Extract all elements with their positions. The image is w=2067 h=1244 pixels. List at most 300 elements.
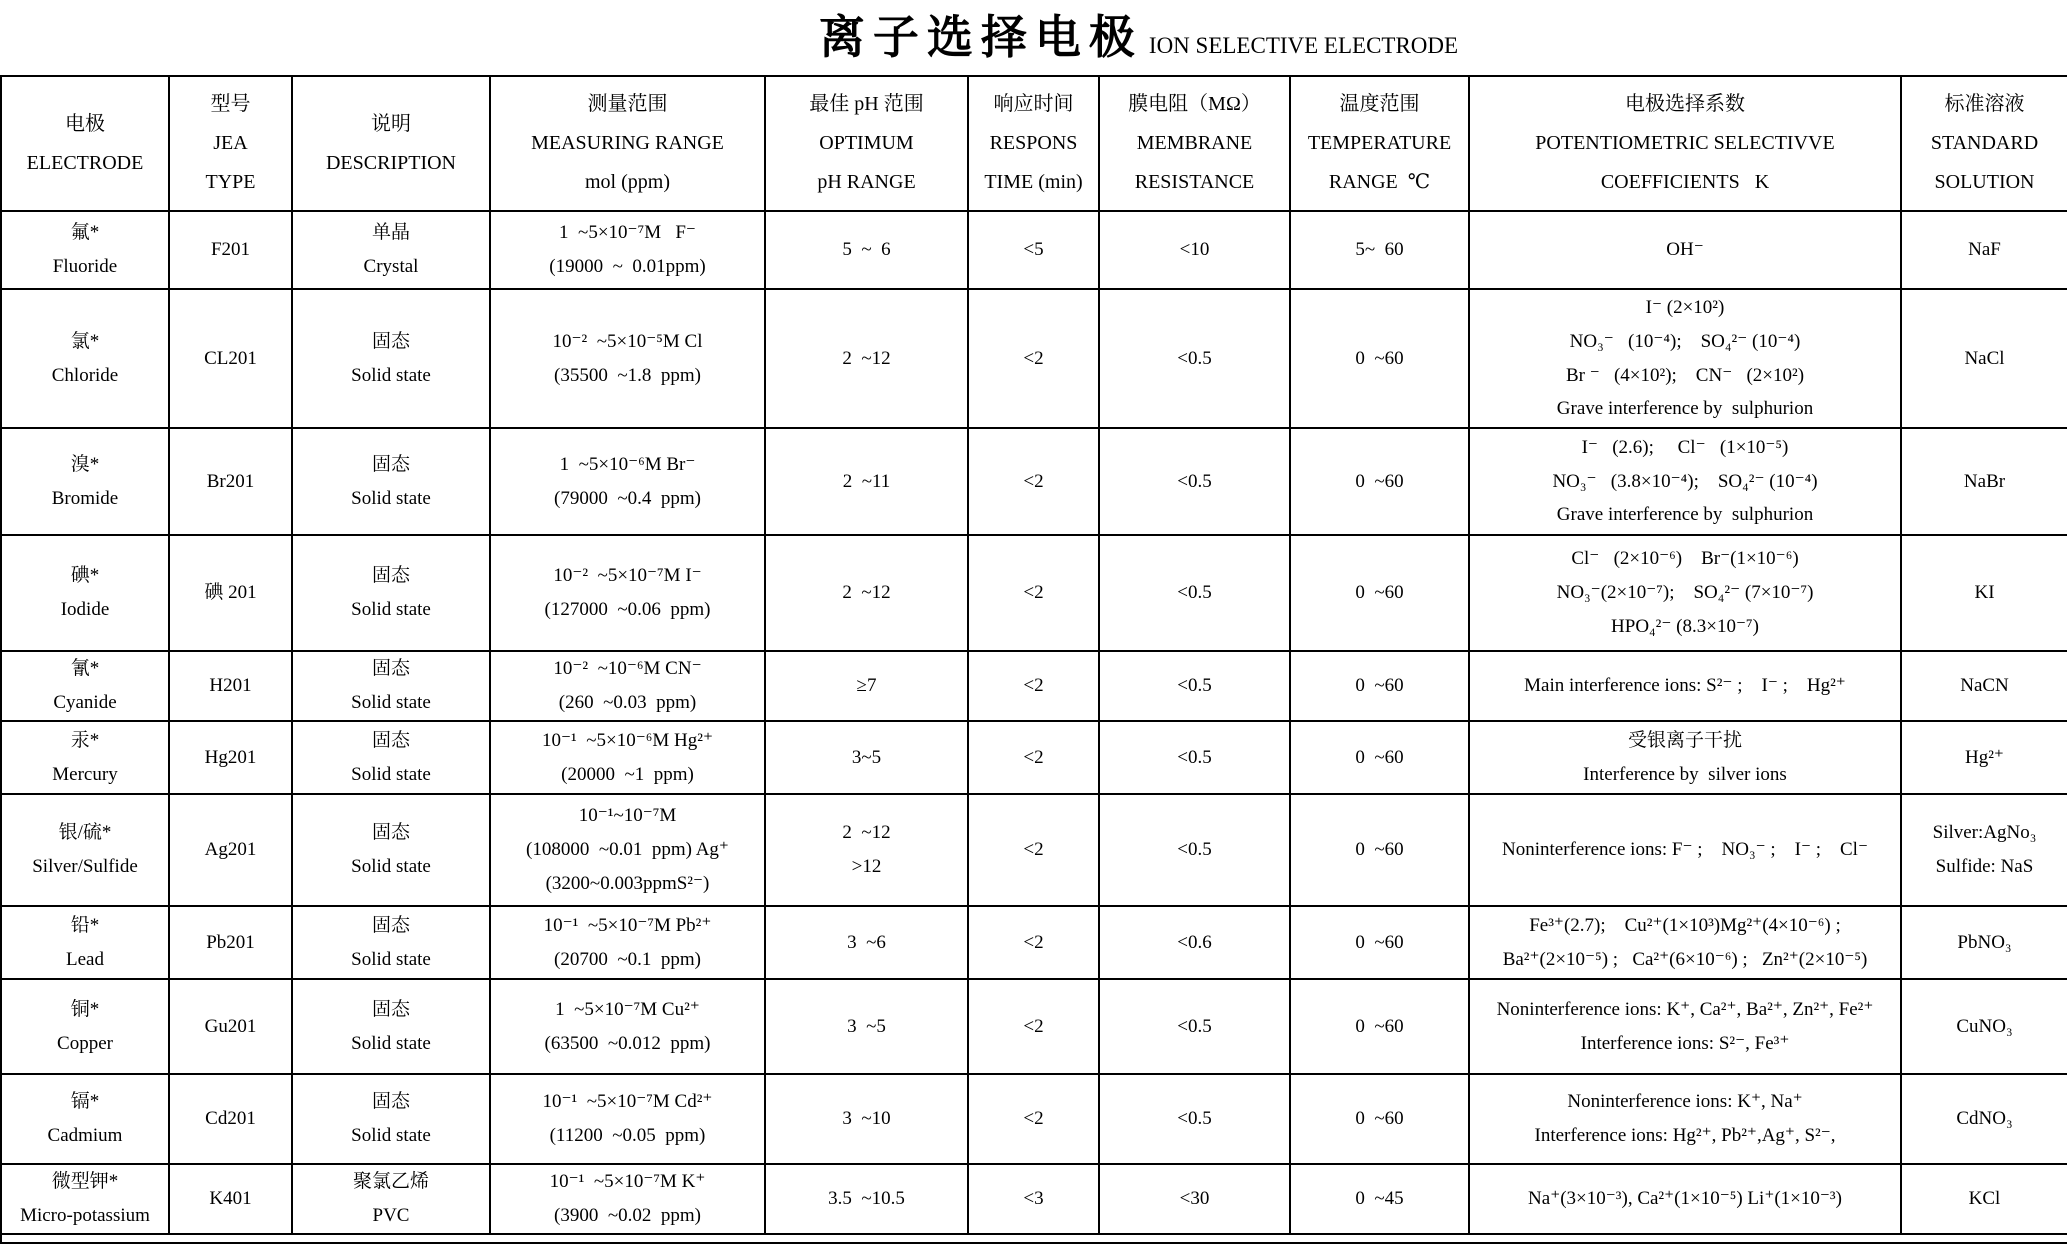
response-time-cell (968, 428, 1099, 535)
temperature-range-cell (1290, 906, 1469, 979)
selectivity-line: Main interference ions: S²⁻ ; I⁻ ; Hg²⁺ (1524, 675, 1846, 697)
table-row (1, 289, 2067, 428)
page-title-chinese: 离子选择电极 (818, 12, 1143, 63)
electrode-line: 银/硫* (58, 822, 112, 844)
header-response-time-line: RESPONS (989, 132, 1078, 154)
selectivity-cell (1469, 1164, 1901, 1234)
description-line: 固态 (371, 330, 410, 352)
measuring-range-line: 10⁻¹ ~5×10⁻⁷M K⁺ (549, 1171, 706, 1192)
description-line: 聚氯乙烯 (352, 1171, 429, 1192)
electrode-line: 溴* (70, 453, 100, 475)
selectivity-cell (1469, 289, 1901, 428)
description-cell (292, 289, 490, 428)
electrode-cell (1, 289, 169, 428)
type-cell (169, 651, 292, 721)
selectivity-cell (1469, 211, 1901, 289)
ph-range-line: 5 ~ 6 (842, 239, 891, 261)
response-time-cell (968, 289, 1099, 428)
standard-solution-cell (1901, 906, 2067, 979)
response-time-line: <2 (1023, 470, 1044, 492)
type-cell (169, 721, 292, 794)
table-row (1, 428, 2067, 535)
temperature-range-cell (1290, 979, 1469, 1074)
type-line: Cd201 (205, 1108, 256, 1130)
membrane-resistance-cell (1099, 289, 1290, 428)
electrode-line: Bromide (51, 487, 119, 509)
standard-solution-cell (1901, 289, 2067, 428)
type-cell (169, 535, 292, 651)
measuring-range-line: (79000 ~0.4 ppm) (554, 487, 701, 509)
description-cell (292, 535, 490, 651)
ph-range-line: ≥7 (856, 675, 877, 697)
temperature-range-line: 0 ~45 (1355, 1187, 1404, 1209)
description-line: 固态 (371, 729, 410, 751)
ph-range-line: 3 ~6 (847, 931, 886, 953)
ph-range-cell (765, 979, 968, 1074)
selectivity-line: Interference by silver ions (1583, 763, 1787, 785)
table-row (1, 1164, 2067, 1234)
header-description-line: DESCRIPTION (325, 151, 456, 174)
temperature-range-line: 0 ~60 (1355, 746, 1404, 768)
header-membrane-resistance-line: 膜电阻（MΩ） (1128, 93, 1261, 115)
electrode-cell (1, 211, 169, 289)
standard-solution-line: NaCl (1964, 347, 2005, 369)
measuring-range-line: (260 ~0.03 ppm) (558, 692, 697, 713)
ph-range-line: 2 ~12 (842, 347, 891, 369)
description-line: 固态 (371, 658, 410, 680)
selectivity-line: Grave interference by sulphurion (1556, 398, 1814, 420)
electrode-cell (1, 1074, 169, 1164)
table-row (1, 211, 2067, 289)
temperature-range-cell (1290, 428, 1469, 535)
temperature-range-cell (1290, 1074, 1469, 1164)
membrane-resistance-cell (1099, 651, 1290, 721)
description-line: Solid state (351, 948, 431, 970)
temperature-range-line: 5~ 60 (1355, 239, 1404, 261)
description-cell (292, 1164, 490, 1234)
electrode-spec-table (0, 75, 2067, 1244)
response-time-line: <2 (1023, 582, 1044, 604)
description-line: 固态 (371, 453, 410, 475)
selectivity-cell (1469, 1074, 1901, 1164)
ph-range-cell (765, 428, 968, 535)
response-time-line: <2 (1023, 347, 1044, 369)
selectivity-cell (1469, 535, 1901, 651)
electrode-cell (1, 428, 169, 535)
header-measuring-range (490, 76, 765, 211)
standard-solution-cell (1901, 794, 2067, 906)
ph-range-cell (765, 211, 968, 289)
description-cell (292, 721, 490, 794)
temperature-range-line: 0 ~60 (1355, 470, 1404, 492)
measuring-range-line: (35500 ~1.8 ppm) (554, 364, 701, 386)
response-time-cell (968, 1164, 1099, 1234)
type-cell (169, 1164, 292, 1234)
membrane-resistance-line: <0.5 (1177, 347, 1212, 369)
header-response-time-line: TIME (min) (984, 171, 1083, 193)
header-row (1, 76, 2067, 211)
response-time-cell (968, 211, 1099, 289)
type-line: 碘 201 (204, 582, 257, 604)
membrane-resistance-line: <0.5 (1177, 746, 1212, 768)
header-type-line: TYPE (205, 171, 256, 193)
header-temperature-range-line: RANGE ℃ (1328, 171, 1431, 193)
measuring-range-cell (490, 979, 765, 1074)
standard-solution-line: KCl (1968, 1187, 2001, 1209)
measuring-range-line: (63500 ~0.012 ppm) (544, 1032, 711, 1054)
membrane-resistance-line: <0.5 (1177, 1015, 1212, 1037)
table-row (1, 721, 2067, 794)
temperature-range-line: 0 ~60 (1355, 582, 1404, 604)
selectivity-line: NO₃⁻(2×10⁻⁷); SO₄²⁻ (7×10⁻⁷) (1556, 582, 1814, 604)
table-row (1, 979, 2067, 1074)
header-membrane-resistance-line: MEMBRANE (1136, 132, 1253, 154)
measuring-range-cell (490, 794, 765, 906)
type-cell (169, 289, 292, 428)
temperature-range-line: 0 ~60 (1355, 1015, 1404, 1037)
membrane-resistance-cell (1099, 1074, 1290, 1164)
measuring-range-line: 10⁻² ~5×10⁻⁵M Cl (552, 330, 703, 352)
temperature-range-cell (1290, 721, 1469, 794)
ph-range-line: >12 (851, 856, 882, 877)
ph-range-cell (765, 535, 968, 651)
selectivity-line: Cl⁻ (2×10⁻⁶) Br⁻(1×10⁻⁶) (1571, 548, 1799, 570)
measuring-range-line: 1 ~5×10⁻⁷M F⁻ (559, 222, 696, 244)
response-time-cell (968, 906, 1099, 979)
table-row (1, 1074, 2067, 1164)
electrode-line: Silver/Sulfide (32, 856, 138, 877)
measuring-range-cell (490, 535, 765, 651)
measuring-range-cell (490, 211, 765, 289)
table-row (1, 535, 2067, 651)
description-line: 固态 (371, 914, 410, 936)
header-standard-solution-line: 标准溶液 (1944, 93, 2025, 115)
standard-solution-cell (1901, 1164, 2067, 1234)
selectivity-line: Grave interference by sulphurion (1556, 504, 1814, 526)
measuring-range-cell (490, 289, 765, 428)
description-line: Crystal (363, 256, 419, 277)
electrode-line: 碘* (70, 565, 100, 587)
description-line: PVC (372, 1204, 410, 1226)
description-cell (292, 1074, 490, 1164)
type-cell (169, 906, 292, 979)
measuring-range-line: (19000 ~ 0.01ppm) (549, 256, 706, 277)
temperature-range-cell (1290, 289, 1469, 428)
description-line: Solid state (351, 487, 431, 509)
temperature-range-line: 0 ~60 (1355, 675, 1404, 697)
type-line: Hg201 (204, 746, 257, 768)
electrode-cell (1, 1164, 169, 1234)
standard-solution-line: NaF (1968, 239, 2001, 261)
type-line: H201 (209, 675, 252, 697)
description-cell (292, 651, 490, 721)
header-membrane-resistance (1099, 76, 1290, 211)
ph-range-cell (765, 794, 968, 906)
response-time-line: <2 (1023, 1108, 1044, 1130)
description-line: Solid state (351, 599, 431, 620)
standard-solution-cell (1901, 1074, 2067, 1164)
response-time-cell (968, 535, 1099, 651)
description-line: 固态 (371, 822, 410, 844)
selectivity-line: I⁻ (2×10²) (1645, 297, 1725, 318)
response-time-cell (968, 721, 1099, 794)
header-measuring-range-line: mol (ppm) (585, 171, 670, 193)
measuring-range-cell (490, 721, 765, 794)
membrane-resistance-line: <0.5 (1177, 675, 1212, 697)
membrane-resistance-line: <0.6 (1177, 931, 1212, 953)
membrane-resistance-line: <0.5 (1177, 582, 1212, 604)
measuring-range-line: 10⁻¹ ~5×10⁻⁶M Hg²⁺ (542, 729, 713, 751)
standard-solution-line: Silver:AgNo₃ (1932, 822, 2037, 844)
ph-range-line: 3.5 ~10.5 (828, 1187, 905, 1209)
header-response-time-line: 响应时间 (993, 93, 1074, 115)
header-selectivity-line: COEFFICIENTS K (1600, 171, 1770, 193)
description-cell (292, 428, 490, 535)
standard-solution-line: KI (1974, 582, 1995, 604)
standard-solution-line: NaCN (1960, 675, 2009, 697)
header-measuring-range-line: 测量范围 (587, 93, 668, 115)
response-time-line: <2 (1023, 1015, 1044, 1037)
type-line: CL201 (204, 347, 257, 369)
membrane-resistance-line: <0.5 (1177, 839, 1212, 861)
membrane-resistance-cell (1099, 428, 1290, 535)
measuring-range-cell (490, 1074, 765, 1164)
measuring-range-line: 10⁻² ~5×10⁻⁷M I⁻ (553, 565, 702, 587)
electrode-line: 铅* (70, 914, 100, 936)
measuring-range-cell (490, 428, 765, 535)
selectivity-cell (1469, 979, 1901, 1074)
description-line: Solid state (351, 364, 431, 386)
temperature-range-cell (1290, 535, 1469, 651)
header-type (169, 76, 292, 211)
membrane-resistance-cell (1099, 906, 1290, 979)
selectivity-line: OH⁻ (1666, 239, 1704, 261)
header-ph-range-line: OPTIMUM (819, 132, 914, 154)
ph-range-line: 3 ~5 (847, 1015, 886, 1037)
type-line: F201 (210, 239, 251, 261)
electrode-cell (1, 651, 169, 721)
partial-next-row (1, 1234, 2067, 1243)
type-cell (169, 794, 292, 906)
membrane-resistance-cell (1099, 794, 1290, 906)
membrane-resistance-cell (1099, 1164, 1290, 1234)
response-time-cell (968, 794, 1099, 906)
type-cell (169, 211, 292, 289)
selectivity-cell (1469, 794, 1901, 906)
standard-solution-cell (1901, 979, 2067, 1074)
header-ph-range-line: 最佳 pH 范围 (809, 93, 924, 115)
table-row (1, 651, 2067, 721)
electrode-line: Cadmium (47, 1125, 123, 1146)
table-bottom (1, 1234, 2067, 1243)
temperature-range-cell (1290, 651, 1469, 721)
header-temperature-range-line: TEMPERATURE (1307, 132, 1452, 154)
header-temperature-range (1290, 76, 1469, 211)
electrode-cell (1, 979, 169, 1074)
selectivity-line: HPO₄²⁻ (8.3×10⁻⁷) (1611, 615, 1759, 637)
standard-solution-cell (1901, 535, 2067, 651)
description-line: Solid state (351, 856, 431, 877)
electrode-line: 氟* (70, 222, 100, 244)
header-electrode-line: ELECTRODE (26, 151, 144, 174)
measuring-range-line: 10⁻¹ ~5×10⁻⁷M Cd²⁺ (542, 1091, 713, 1113)
header-measuring-range-line: MEASURING RANGE (531, 132, 724, 154)
selectivity-cell (1469, 428, 1901, 535)
description-cell (292, 906, 490, 979)
type-cell (169, 428, 292, 535)
selectivity-line: Br ⁻ (4×10²); CN⁻ (2×10²) (1565, 364, 1805, 386)
temperature-range-line: 0 ~60 (1355, 1108, 1404, 1130)
standard-solution-cell (1901, 651, 2067, 721)
standard-solution-line: CdNO₃ (1956, 1108, 2013, 1130)
electrode-line: Copper (57, 1032, 113, 1054)
electrode-cell (1, 535, 169, 651)
header-ph-range (765, 76, 968, 211)
membrane-resistance-line: <30 (1179, 1187, 1210, 1209)
header-description-line: 说明 (371, 112, 411, 135)
ph-range-cell (765, 1164, 968, 1234)
description-line: 单晶 (371, 222, 410, 244)
measuring-range-line: (127000 ~0.06 ppm) (544, 599, 711, 620)
electrode-line: Fluoride (52, 256, 118, 277)
page-title-english: ION SELECTIVE ELECTRODE (1148, 33, 1459, 58)
electrode-cell (1, 721, 169, 794)
type-line: K401 (209, 1187, 252, 1209)
measuring-range-cell (490, 651, 765, 721)
selectivity-cell (1469, 721, 1901, 794)
temperature-range-line: 0 ~60 (1355, 839, 1404, 861)
header-type-line: 型号 (210, 93, 251, 115)
header-ph-range-line: pH RANGE (817, 171, 916, 193)
type-line: Ag201 (204, 839, 257, 861)
membrane-resistance-cell (1099, 721, 1290, 794)
membrane-resistance-line: <0.5 (1177, 470, 1212, 492)
header-selectivity-line: 电极选择系数 (1625, 93, 1745, 115)
description-line: 固态 (371, 998, 410, 1020)
header-selectivity-line: POTENTIOMETRIC SELECTIVVE (1535, 132, 1835, 154)
standard-solution-line: CuNO₃ (1956, 1015, 2013, 1037)
electrode-line: Chloride (51, 364, 119, 386)
selectivity-line: Interference ions: Hg²⁺, Pb²⁺,Ag⁺, S²⁻, (1534, 1125, 1836, 1146)
electrode-line: Micro-potassium (20, 1204, 150, 1226)
page-title (0, 0, 2067, 75)
measuring-range-line: 10⁻¹ ~5×10⁻⁷M Pb²⁺ (543, 914, 712, 936)
electrode-line: Mercury (52, 763, 118, 785)
electrode-line: Iodide (60, 599, 110, 620)
ph-range-line: 3~5 (851, 746, 882, 768)
type-cell (169, 1074, 292, 1164)
temperature-range-line: 0 ~60 (1355, 931, 1404, 953)
ph-range-line: 2 ~12 (842, 582, 891, 604)
measuring-range-line: 1 ~5×10⁻⁷M Cu²⁺ (555, 998, 700, 1020)
header-type-line: JEA (213, 132, 248, 154)
response-time-cell (968, 1074, 1099, 1164)
description-line: Solid state (351, 1032, 431, 1054)
response-time-line: <2 (1023, 746, 1044, 768)
selectivity-line: Ba²⁺(2×10⁻⁵) ; Ca²⁺(6×10⁻⁶) ; Zn²⁺(2×10⁻⁵) (1502, 948, 1868, 970)
table-row (1, 906, 2067, 979)
response-time-line: <3 (1023, 1187, 1044, 1209)
selectivity-line: NO₃⁻ (10⁻⁴); SO₄²⁻ (10⁻⁴) (1569, 330, 1801, 352)
membrane-resistance-cell (1099, 979, 1290, 1074)
ph-range-line: 2 ~12 (842, 822, 891, 844)
description-line: Solid state (351, 1125, 431, 1146)
type-cell (169, 979, 292, 1074)
description-line: 固态 (371, 1091, 410, 1113)
membrane-resistance-line: <10 (1179, 239, 1210, 261)
header-membrane-resistance-line: RESISTANCE (1134, 171, 1255, 193)
electrode-line: 镉* (70, 1091, 100, 1113)
ph-range-cell (765, 906, 968, 979)
temperature-range-cell (1290, 1164, 1469, 1234)
measuring-range-cell (490, 906, 765, 979)
response-time-cell (968, 651, 1099, 721)
ph-range-cell (765, 721, 968, 794)
electrode-line: 微型钾* (51, 1171, 119, 1192)
measuring-range-line: 1 ~5×10⁻⁶M Br⁻ (559, 453, 696, 475)
selectivity-line: 受银离子干扰 (1627, 729, 1742, 751)
header-description (292, 76, 490, 211)
standard-solution-cell (1901, 211, 2067, 289)
header-standard-solution (1901, 76, 2067, 211)
selectivity-line: Fe³⁺(2.7); Cu²⁺(1×10³)Mg²⁺(4×10⁻⁶) ; (1529, 914, 1841, 936)
electrode-line: 汞* (70, 729, 100, 751)
response-time-cell (968, 979, 1099, 1074)
electrode-line: 氰* (70, 658, 100, 680)
electrode-line: 氯* (70, 330, 100, 352)
standard-solution-line: Hg²⁺ (1965, 746, 2004, 768)
measuring-range-line: (11200 ~0.05 ppm) (549, 1125, 706, 1146)
header-standard-solution-line: STANDARD (1930, 132, 2039, 154)
type-line: Gu201 (204, 1015, 257, 1037)
response-time-line: <2 (1023, 839, 1044, 861)
header-standard-solution-line: SOLUTION (1934, 171, 2035, 193)
type-line: Pb201 (206, 931, 255, 953)
standard-solution-line: Sulfide: NaS (1935, 856, 2034, 877)
ph-range-cell (765, 651, 968, 721)
membrane-resistance-cell (1099, 211, 1290, 289)
measuring-range-line: (20000 ~1 ppm) (561, 763, 694, 785)
electrode-line: Cyanide (53, 692, 117, 713)
description-line: Solid state (351, 763, 431, 785)
table-row (1, 794, 2067, 906)
table-body (1, 211, 2067, 1234)
response-time-line: <2 (1023, 675, 1044, 697)
selectivity-line: Noninterference ions: K⁺, Na⁺ (1567, 1091, 1803, 1113)
ph-range-line: 2 ~11 (842, 470, 891, 492)
measuring-range-line: 10⁻² ~10⁻⁶M CN⁻ (553, 658, 702, 680)
response-time-line: <2 (1023, 931, 1044, 953)
selectivity-line: Interference ions: S²⁻, Fe³⁺ (1580, 1032, 1790, 1054)
electrode-line: Lead (66, 948, 104, 970)
temperature-range-cell (1290, 211, 1469, 289)
selectivity-line: I⁻ (2.6); Cl⁻ (1×10⁻⁵) (1581, 436, 1789, 458)
ph-range-line: 3 ~10 (842, 1108, 891, 1130)
response-time-line: <5 (1023, 239, 1044, 261)
selectivity-line: NO₃⁻ (3.8×10⁻⁴); SO₄²⁻ (10⁻⁴) (1552, 470, 1818, 492)
description-cell (292, 794, 490, 906)
partial-next-row-cell (1, 1234, 2067, 1243)
selectivity-line: Noninterference ions: F⁻ ; NO₃⁻ ; I⁻ ; Cl⁻ (1502, 839, 1868, 861)
header-selectivity (1469, 76, 1901, 211)
type-line: Br201 (206, 470, 255, 492)
measuring-range-cell (490, 1164, 765, 1234)
description-cell (292, 211, 490, 289)
measuring-range-line: (3900 ~0.02 ppm) (554, 1204, 701, 1226)
selectivity-cell (1469, 651, 1901, 721)
selectivity-line: Noninterference ions: K⁺, Ca²⁺, Ba²⁺, Zn²⁺, Fe²⁺ (1496, 998, 1874, 1020)
measuring-range-line: (3200~0.003ppmS²⁻) (545, 872, 710, 894)
